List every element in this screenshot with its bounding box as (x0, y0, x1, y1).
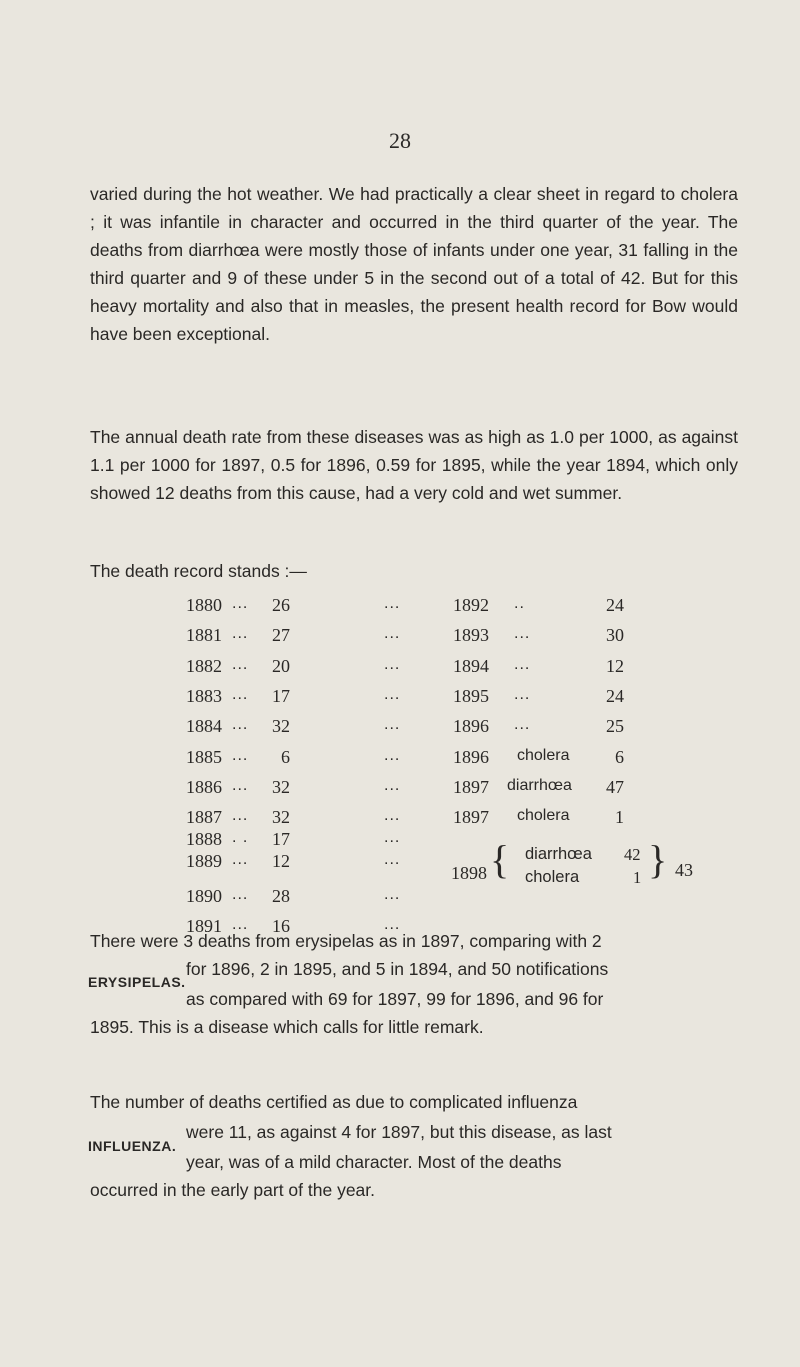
influenza-line-4: occurred in the early part of the year. (90, 1180, 376, 1200)
label-1898-diarrhoea: diarrhœa (525, 845, 592, 863)
paragraph-diarrhoea: varied during the hot weather. We had practically a clear sheet in regard to cholera ; it was infantile in character and occurred in the third quarter of the year. The deaths from diarrhœa were mostly those of infants under one year, 31 falling in the third quarter and 9 of these under 5 in the second out of a total of 42. But for this heavy mortality and also that in measles, the present health record for Bow would have been exceptional. (90, 184, 738, 344)
left-separator: ... (232, 595, 249, 612)
middle-separator: ... (384, 685, 401, 703)
left-year: 1891 (186, 916, 222, 936)
left-separator: ... (232, 655, 249, 673)
right-value: 24 (606, 595, 624, 615)
value-1898-cholera: 1 (633, 868, 642, 887)
left-year: 1883 (186, 685, 222, 706)
left-value: 27 (272, 625, 290, 646)
middle-separator: ... (384, 655, 401, 673)
influenza-heading: INFLUENZA. (88, 1138, 177, 1154)
right-value: 25 (606, 716, 624, 737)
right-value: 30 (606, 625, 624, 646)
middle-separator: ... (384, 851, 401, 869)
right-year: 1894 (453, 655, 489, 676)
influenza-line-1: The number of deaths certified as due to complicated influenza (90, 1092, 578, 1112)
left-separator: ... (232, 716, 249, 734)
right-year: 1893 (453, 625, 489, 646)
left-separator: ... (232, 851, 249, 869)
left-year: 1886 (186, 776, 222, 797)
right-label: cholera (517, 746, 570, 764)
left-value: 17 (272, 829, 290, 850)
right-value: 12 (606, 655, 624, 676)
left-separator: ... (232, 885, 249, 903)
right-value: 47 (606, 776, 624, 797)
middle-separator: ... (384, 746, 401, 764)
left-value: 32 (272, 716, 290, 737)
total-1898: 43 (675, 860, 693, 880)
left-year: 1885 (186, 746, 222, 767)
left-year: 1882 (186, 655, 222, 676)
middle-separator: ... (384, 807, 401, 825)
left-separator: ... (232, 807, 249, 825)
right-value: 6 (615, 746, 624, 767)
left-value: 32 (272, 807, 290, 828)
label-1898-cholera: cholera (525, 868, 580, 886)
middle-separator: ... (384, 829, 401, 847)
right-year: 1897 (453, 807, 489, 828)
paragraph-death-record-intro: The death record stands :— (90, 561, 307, 581)
right-label: ... (514, 685, 531, 703)
middle-separator: ... (384, 916, 401, 933)
right-year: 1897 (453, 776, 489, 797)
influenza-line-3: year, was of a mild character. Most of the deaths (186, 1152, 562, 1172)
middle-separator: ... (384, 625, 401, 643)
left-value: 32 (272, 776, 290, 797)
left-year: 1888 (186, 829, 222, 850)
paragraph-death-rate: The annual death rate from these diseases was as high as 1.0 per 1000, as against 1.1 per 1000 for 1897, 0.5 for 1896, 0.59 for 1895, while the year 1894, which only showed 12 deaths from this cause, had a very cold and wet summer. (90, 427, 738, 503)
left-value: 12 (272, 851, 290, 872)
right-year: 1896 (453, 746, 489, 767)
left-separator: . . (232, 829, 249, 847)
right-year: 1895 (453, 685, 489, 706)
right-brace: } (648, 837, 668, 882)
year-1898: 1898 (451, 863, 487, 883)
left-year: 1887 (186, 807, 222, 828)
value-1898-diarrhoea: 42 (624, 845, 641, 864)
left-year: 1881 (186, 625, 222, 646)
left-value: 16 (272, 916, 290, 936)
left-separator: ... (232, 746, 249, 764)
left-separator: ... (232, 776, 249, 794)
right-value: 24 (606, 685, 624, 706)
left-separator: ... (232, 625, 249, 643)
left-value: 17 (272, 685, 290, 706)
left-year: 1884 (186, 716, 222, 737)
erysipelas-heading: ERYSIPELAS. (88, 974, 186, 990)
left-year: 1889 (186, 851, 222, 872)
right-label: ... (514, 625, 531, 643)
erysipelas-line-2: for 1896, 2 in 1895, and 5 in 1894, and 50 notifications (186, 959, 609, 979)
middle-separator: ... (384, 716, 401, 734)
right-label: ... (514, 716, 531, 734)
right-value: 1 (615, 807, 624, 828)
erysipelas-line-1: There were 3 deaths from erysipelas as in 1897, comparing with 2 (90, 931, 602, 951)
right-year: 1892 (453, 595, 489, 615)
influenza-line-2: were 11, as against 4 for 1897, but this disease, as last (186, 1122, 612, 1142)
left-year: 1890 (186, 885, 222, 906)
erysipelas-line-4: 1895. This is a disease which calls for little remark. (90, 1017, 484, 1037)
left-value: 26 (272, 595, 290, 615)
left-separator: ... (232, 685, 249, 703)
right-label: cholera (517, 807, 570, 825)
erysipelas-line-3: as compared with 69 for 1897, 99 for 1896, and 96 for (186, 989, 604, 1009)
middle-separator: ... (384, 595, 401, 612)
right-label: ... (514, 655, 531, 673)
left-value: 28 (272, 885, 290, 906)
left-brace: { (490, 837, 510, 882)
page-number: 28 (389, 128, 411, 153)
right-label: .. (514, 595, 525, 612)
left-value: 20 (272, 655, 290, 676)
middle-separator: ... (384, 776, 401, 794)
middle-separator: ... (384, 885, 401, 903)
left-value: 6 (281, 746, 290, 767)
right-year: 1896 (453, 716, 489, 737)
right-label: diarrhœa (507, 776, 572, 794)
left-year: 1880 (186, 595, 222, 615)
left-separator: ... (232, 916, 249, 933)
